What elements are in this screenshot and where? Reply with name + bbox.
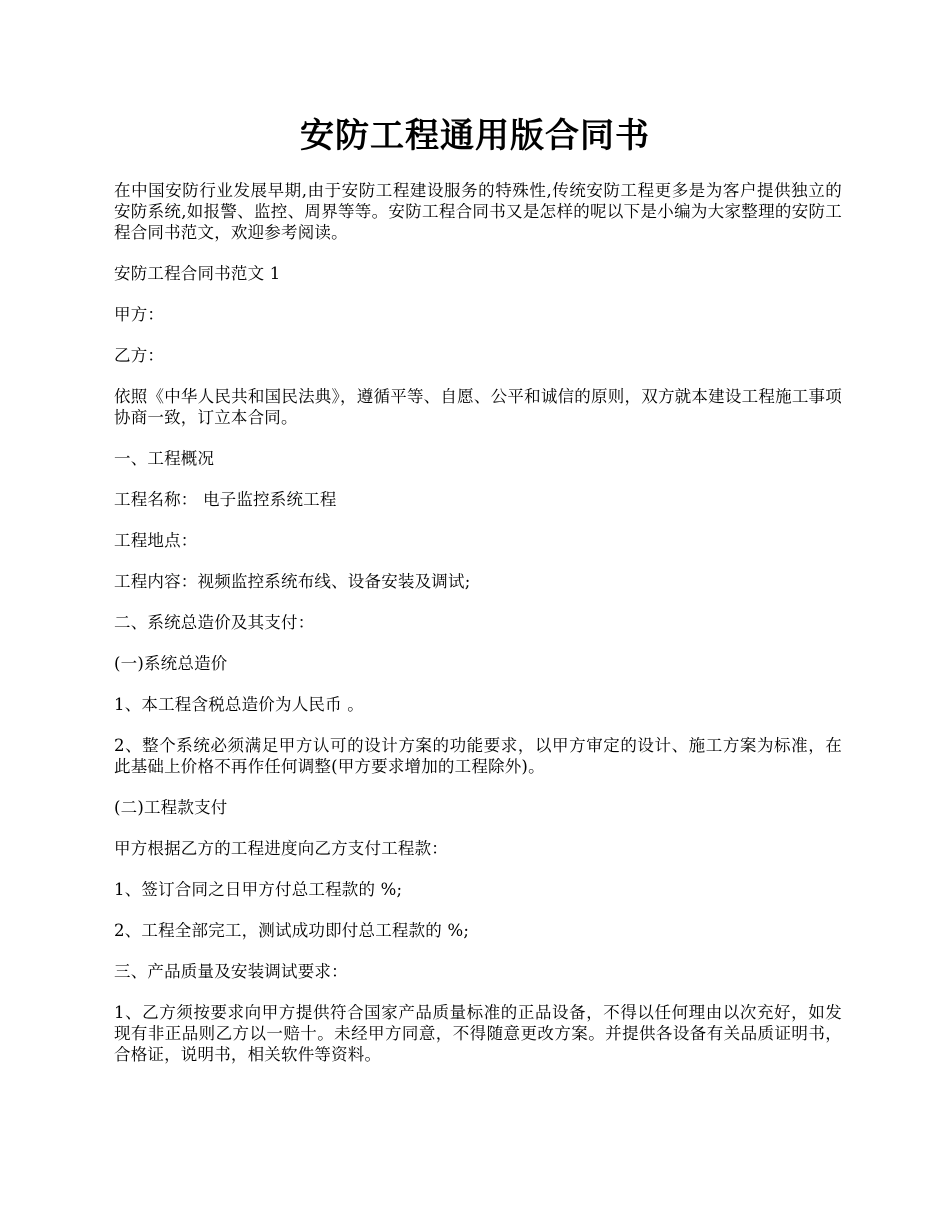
payment-clause-1: 1、签订合同之日甲方付总工程款的 %; xyxy=(114,880,403,899)
quality-clause-1: 1、乙方须按要求向甲方提供符合国家产品质量标准的正品设备，不得以任何理由以次充好，如发现有非正品则乙方以一赔十。未经甲方同意，不得随意更改方案。并提供各设备有关品质证明书，合格证，说明书，相关软件等资料。 xyxy=(114,1003,842,1064)
clause-total-price: 1、本工程含税总造价为人民币 。 xyxy=(114,695,364,714)
party-a-line: 甲方： xyxy=(114,305,165,324)
payment-intro-line: 甲方根据乙方的工程进度向乙方支付工程款： xyxy=(114,839,448,858)
document-body xyxy=(114,180,842,1065)
preamble-paragraph: 依照《中华人民共和国民法典》，遵循平等、自愿、公平和诚信的原则，双方就本建设工程施工事项协商一致，订立本合同。 xyxy=(114,387,842,427)
intro-paragraph: 在中国安防行业发展早期,由于安防工程建设服务的特殊性,传统安防工程更多是为客户提供独立的安防系统,如报警、监控、周界等等。安防工程合同书又是怎样的呢以下是小编为大家整理的安防工程合同书范文，欢迎参考阅读。 xyxy=(114,181,842,242)
section-heading-3: 三、产品质量及安装调试要求： xyxy=(114,962,348,981)
subsection-heading-2: (二)工程款支付 xyxy=(114,798,228,817)
project-name-line: 工程名称： 电子监控系统工程 xyxy=(114,490,337,509)
subsection-heading-1: (一)系统总造价 xyxy=(114,654,228,673)
payment-clause-2: 2、工程全部完工，测试成功即付总工程款的 %; xyxy=(114,921,470,940)
section-heading-2: 二、系统总造价及其支付： xyxy=(114,613,315,632)
section-heading-1: 一、工程概况 xyxy=(114,449,215,468)
document-title: 安防工程通用版合同书 xyxy=(300,116,650,156)
clause-design-requirement: 2、整个系统必须满足甲方认可的设计方案的功能要求，以甲方审定的设计、施工方案为标准，在此基础上价格不再作任何调整(甲方要求增加的工程除外)。 xyxy=(114,736,842,776)
project-content-line: 工程内容：视频监控系统布线、设备安装及调试; xyxy=(114,572,471,591)
project-location-line: 工程地点： xyxy=(114,531,198,550)
sample-heading: 安防工程合同书范文 1 xyxy=(114,264,281,283)
party-b-line: 乙方： xyxy=(114,346,165,365)
